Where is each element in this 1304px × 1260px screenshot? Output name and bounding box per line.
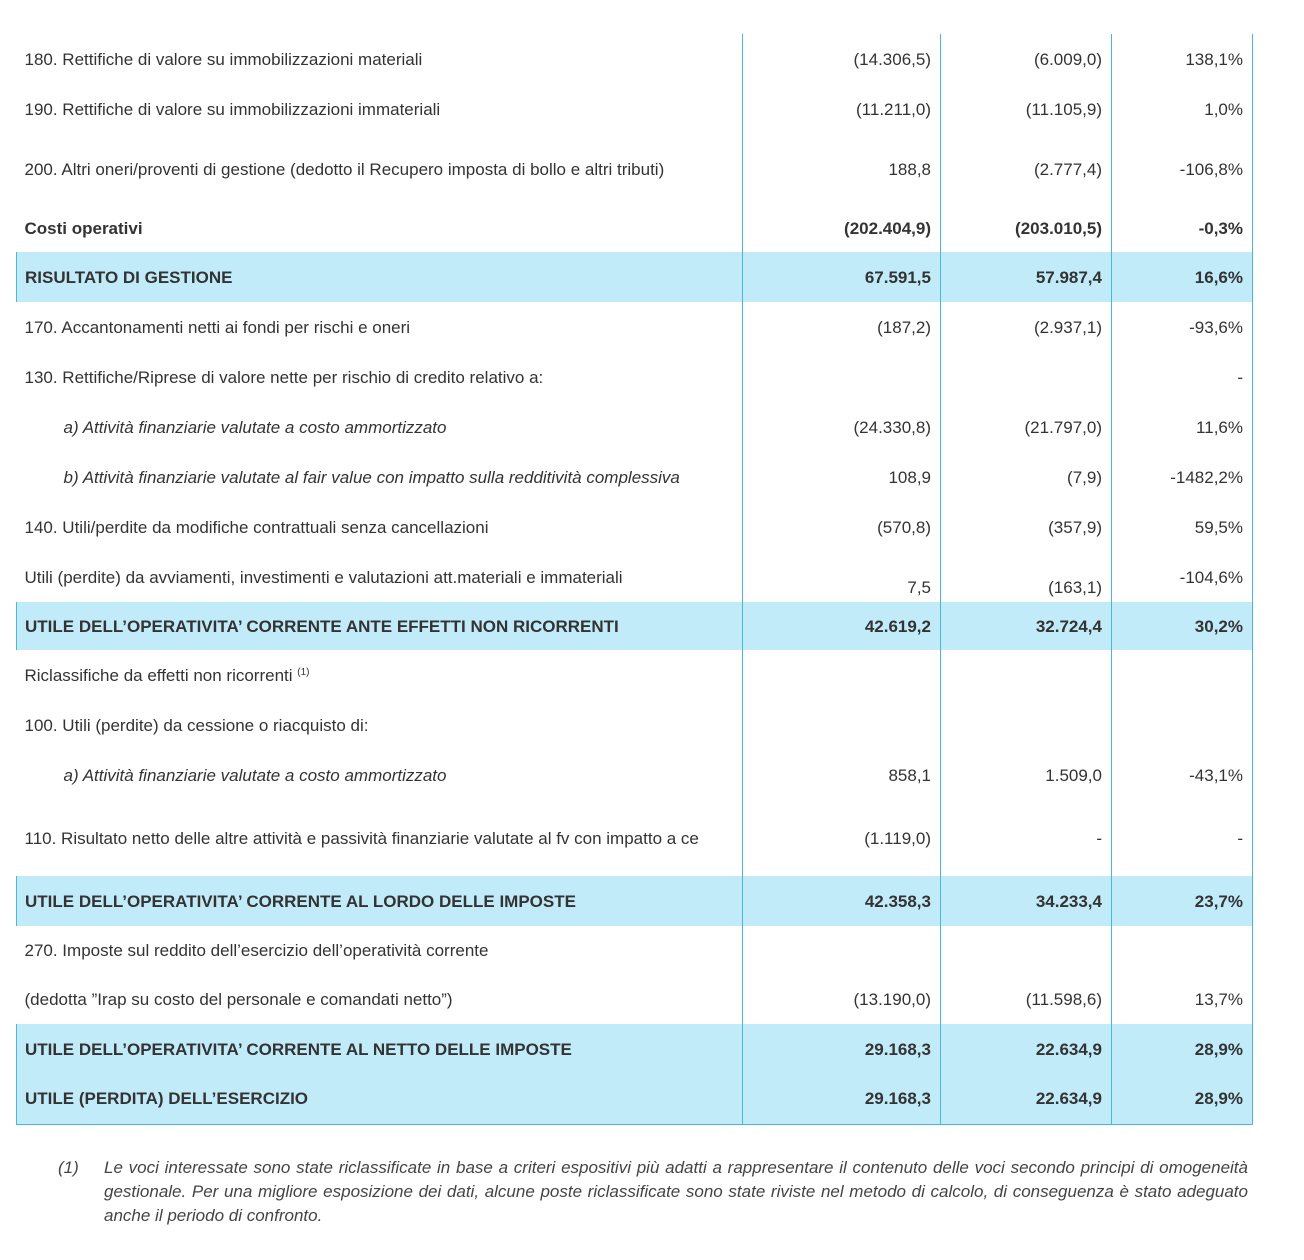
row-label: (dedotta ”Irap su costo del personale e comandati netto”) (24, 989, 453, 1009)
value-col2: (6.009,0) (941, 34, 1112, 84)
value-col2: 57.987,4 (941, 252, 1112, 302)
subtotal-row (17, 602, 1253, 650)
value-col1: (11.211,0) (743, 84, 941, 134)
value-col3: 138,1% (1112, 34, 1253, 84)
row-label: 110. Risultato netto delle altre attività e passività finanziarie valutate al fv con impatto a ce (24, 828, 699, 848)
row-label: 190. Rettifiche di valore su immobilizzazioni immateriali (24, 99, 441, 119)
table-row (17, 204, 1253, 252)
table-row (17, 650, 1253, 700)
table-row (17, 452, 1253, 502)
row-label-text: Riclassifiche da effetti non ricorrenti (24, 665, 293, 685)
value-col3: 23,7% (1112, 876, 1253, 926)
value-col1: 42.358,3 (743, 876, 941, 926)
value-col1: 108,9 (743, 452, 941, 502)
table-row (17, 974, 1253, 1024)
value-col1: (13.190,0) (743, 974, 941, 1024)
table-row (17, 750, 1253, 800)
footnote-mark: (1) (58, 1158, 79, 1177)
value-col1: 29.168,3 (743, 1024, 941, 1074)
income-statement-table (16, 34, 1252, 1122)
value-col1: (187,2) (743, 302, 941, 352)
value-col1: (14.306,5) (743, 34, 941, 84)
value-col3: 13,7% (1112, 974, 1253, 1024)
value-col1: (570,8) (743, 502, 941, 552)
value-col2 (941, 700, 1112, 750)
subtotal-row (17, 876, 1253, 926)
value-col3: -43,1% (1112, 750, 1253, 800)
value-col3: 59,5% (1112, 502, 1253, 552)
value-col3: - (1112, 352, 1253, 402)
value-col3: 1,0% (1112, 84, 1253, 134)
value-col3: - (1112, 800, 1253, 876)
value-col2 (941, 352, 1112, 402)
value-col1: (1.119,0) (743, 800, 941, 876)
value-col3 (1112, 700, 1253, 750)
value-col2: 22.634,9 (941, 1024, 1112, 1074)
row-label: 180. Rettifiche di valore su immobilizzazioni materiali (24, 49, 423, 69)
table-row (17, 552, 1253, 602)
value-col2 (941, 926, 1112, 974)
value-col1: 42.619,2 (743, 602, 941, 650)
footnote-reference: (1) (297, 666, 310, 678)
financial-table (16, 34, 1253, 1125)
value-col1 (743, 352, 941, 402)
table-row (17, 926, 1253, 974)
value-col2: 22.634,9 (941, 1074, 1112, 1124)
table-row (17, 302, 1253, 352)
value-col2: (21.797,0) (941, 402, 1112, 452)
value-col3: -93,6% (1112, 302, 1253, 352)
value-col1 (743, 700, 941, 750)
row-label: RISULTATO DI GESTIONE (17, 252, 743, 302)
value-col3: -1482,2% (1112, 452, 1253, 502)
value-col2: (203.010,5) (941, 204, 1112, 252)
row-label: Costi operativi (24, 218, 143, 238)
table-row (17, 134, 1253, 204)
row-label: a) Attività finanziarie valutate a costo ammortizzato (63, 417, 447, 437)
row-label: UTILE DELL’OPERATIVITA’ CORRENTE AL LORDO DELLE IMPOSTE (17, 876, 743, 926)
table-row (17, 502, 1253, 552)
total-row (17, 1074, 1253, 1124)
subtotal-row (17, 1024, 1253, 1074)
subtotal-row (17, 252, 1253, 302)
value-col1: 188,8 (743, 134, 941, 204)
value-col3: 16,6% (1112, 252, 1253, 302)
value-col3 (1112, 650, 1253, 700)
row-label: Utili (perdite) da avviamenti, investimenti e valutazioni att.materiali e immateriali (24, 567, 623, 587)
value-col2 (941, 650, 1112, 700)
row-label: UTILE (PERDITA) DELL’ESERCIZIO (17, 1074, 743, 1124)
value-col3: 28,9% (1112, 1024, 1253, 1074)
value-col2: - (941, 800, 1112, 876)
row-label: 140. Utili/perdite da modifiche contrattuali senza cancellazioni (24, 517, 489, 537)
value-col3: 28,9% (1112, 1074, 1253, 1124)
value-col3: -104,6% (1112, 552, 1253, 602)
value-col2: (11.598,6) (941, 974, 1112, 1024)
table-row (17, 700, 1253, 750)
row-label: a) Attività finanziarie valutate a costo ammortizzato (63, 765, 447, 785)
value-col1 (743, 926, 941, 974)
row-label (17, 650, 743, 700)
value-col3 (1112, 926, 1253, 974)
value-col2: 32.724,4 (941, 602, 1112, 650)
value-col1 (743, 650, 941, 700)
table-row (17, 84, 1253, 134)
value-col1: (24.330,8) (743, 402, 941, 452)
value-col2: (11.105,9) (941, 84, 1112, 134)
value-col2: (163,1) (941, 552, 1112, 602)
table-row (17, 402, 1253, 452)
row-label: 130. Rettifiche/Riprese di valore nette per rischio di credito relativo a: (24, 367, 544, 387)
value-col2: (2.777,4) (941, 134, 1112, 204)
row-label: 170. Accantonamenti netti ai fondi per rischi e oneri (24, 317, 411, 337)
value-col2: (2.937,1) (941, 302, 1112, 352)
row-label: 200. Altri oneri/proventi di gestione (dedotto il Recupero imposta di bollo e altri tributi) (24, 159, 665, 179)
row-label: 270. Imposte sul reddito dell’esercizio dell’operatività corrente (24, 940, 489, 960)
value-col2: (7,9) (941, 452, 1112, 502)
value-col3: -0,3% (1112, 204, 1253, 252)
row-label: UTILE DELL’OPERATIVITA’ CORRENTE AL NETTO DELLE IMPOSTE (17, 1024, 743, 1074)
table-row (17, 352, 1253, 402)
value-col3: 30,2% (1112, 602, 1253, 650)
row-label: 100. Utili (perdite) da cessione o riacquisto di: (24, 715, 369, 735)
value-col1: (202.404,9) (743, 204, 941, 252)
value-col3: 11,6% (1112, 402, 1253, 452)
table-row (17, 34, 1253, 84)
value-col1: 858,1 (743, 750, 941, 800)
value-col3: -106,8% (1112, 134, 1253, 204)
footnote-text: Le voci interessate sono state riclassificate in base a criteri espositivi più adatti a rappresentare il contenuto delle voci secondo principi di omogeneità gestionale. Per una migliore esposizione dei dati, alcune poste riclassificate sono state riviste nel metodo di calcolo, di conseguenza è stato adeguato anche il periodo di confronto. (104, 1158, 1248, 1225)
value-col1: 7,5 (743, 552, 941, 602)
value-col1: 29.168,3 (743, 1074, 941, 1124)
value-col2: (357,9) (941, 502, 1112, 552)
row-label: b) Attività finanziarie valutate al fair value con impatto sulla redditività complessiva (63, 467, 680, 487)
value-col1: 67.591,5 (743, 252, 941, 302)
value-col2: 34.233,4 (941, 876, 1112, 926)
table-row (17, 800, 1253, 876)
value-col2: 1.509,0 (941, 750, 1112, 800)
row-label: UTILE DELL’OPERATIVITA’ CORRENTE ANTE EFFETTI NON RICORRENTI (17, 602, 743, 650)
